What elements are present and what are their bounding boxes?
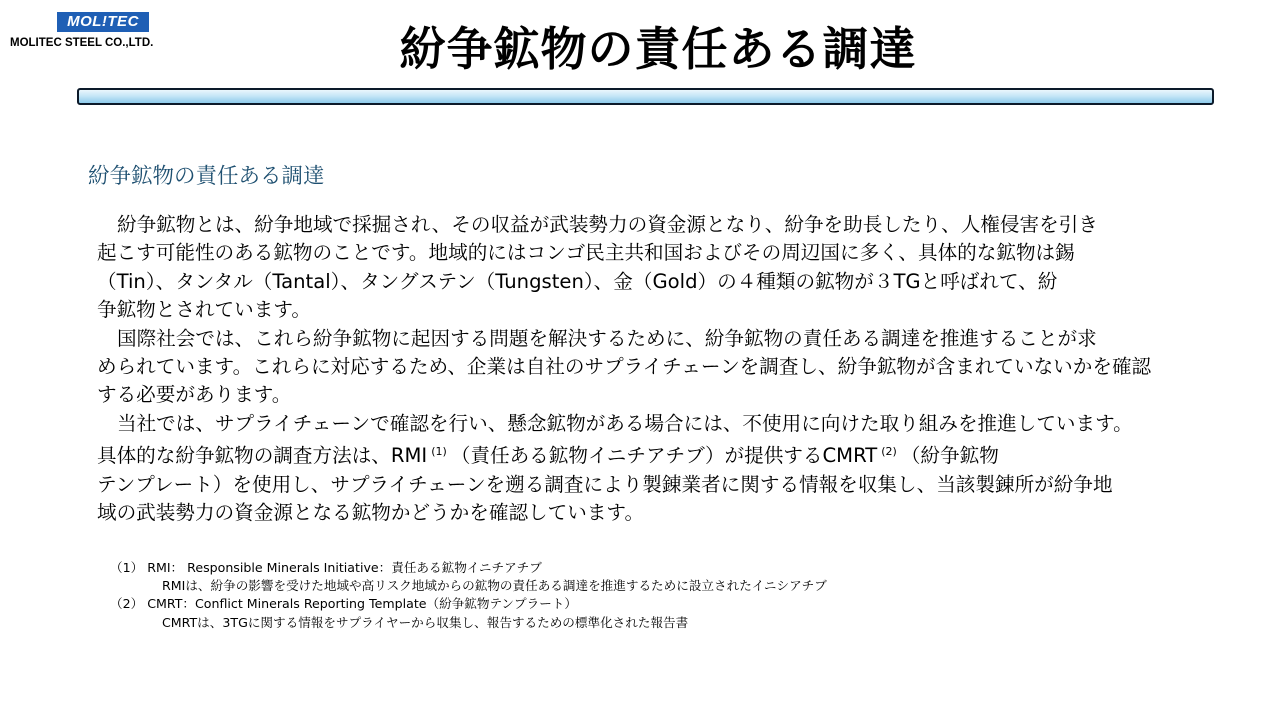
paragraph-international	[97, 325, 1197, 410]
body-line: テンプレート）を使用し、サプライチェーンを遡る調査により製錬業者に関する情報を収集し、当該製錬所が紛争地	[97, 472, 1113, 496]
footnote-2-description: CMRTは、3TGに関する情報をサプライヤーから収集し、報告するための標準化された報告書	[162, 614, 689, 630]
body-line	[97, 438, 1197, 470]
body-line: 国際社会では、これら紛争鉱物に起因する問題を解決するために、紛争鉱物の責任ある調達を推進することが求	[117, 326, 1097, 350]
body-line: 争鉱物とされています。	[97, 298, 311, 322]
paragraph-definition	[97, 211, 1197, 325]
logo-company-name: MOLITEC STEEL CO.,LTD.	[10, 37, 154, 49]
page-title: 紛争鉱物の責任ある調達	[399, 22, 917, 76]
body-text-segment: （紛争鉱物	[900, 444, 999, 468]
company-logo	[10, 12, 190, 54]
title-underline-bar	[77, 88, 1214, 105]
body-text-segment: 具体的な紛争鉱物の調査方法は、RMI	[97, 444, 428, 468]
body-line: する必要があります。	[97, 383, 292, 407]
footnote-ref-2: (2)	[881, 445, 897, 459]
paragraph-company-policy	[97, 410, 1197, 528]
body-line: 起こす可能性のある鉱物のことです。地域的にはコンゴ民主共和国およびその周辺国に多く、具体的な鉱物は錫	[97, 241, 1075, 265]
body-line: （Tin）、タンタル（Tantal）、タングステン（Tungsten）、金（Gold）の４種類の鉱物が３TGと呼ばれて、紛	[97, 269, 1058, 293]
logo-mark: MOL!TEC	[57, 12, 149, 32]
body-text	[97, 211, 1197, 527]
body-line: 紛争鉱物とは、紛争地域で採掘され、その収益が武装勢力の資金源となり、紛争を助長したり、人権侵害を引き	[117, 213, 1098, 236]
body-text-segment: （責任ある鉱物イニチアチブ）が提供するCMRT	[450, 444, 878, 468]
footnote-ref-1: (1)	[431, 445, 447, 459]
footnote-1-title: （1） RMI： Responsible Minerals Initiative：責任ある鉱物イニチアチブ	[110, 560, 542, 575]
body-line: められています。これらに対応するため、企業は自社のサプライチェーンを調査し、紛争鉱物が含まれていないかを確認	[97, 355, 1152, 379]
footnote-1-description: RMIは、紛争の影響を受けた地域や高リスク地域からの鉱物の責任ある調達を推進するために設立されたイニシアチブ	[162, 578, 827, 594]
footnote-2-title: （2） CMRT：Conflict Minerals Reporting Template（紛争鉱物テンプラート）	[110, 596, 577, 612]
footnotes	[110, 559, 1190, 632]
body-line: 当社では、サプライチェーンで確認を行い、懸念鉱物がある場合には、不使用に向けた取り組みを推進しています。	[117, 411, 1133, 435]
section-heading: 紛争鉱物の責任ある調達	[88, 164, 325, 189]
body-line: 域の武装勢力の資金源となる鉱物かどうかを確認しています。	[97, 501, 645, 525]
